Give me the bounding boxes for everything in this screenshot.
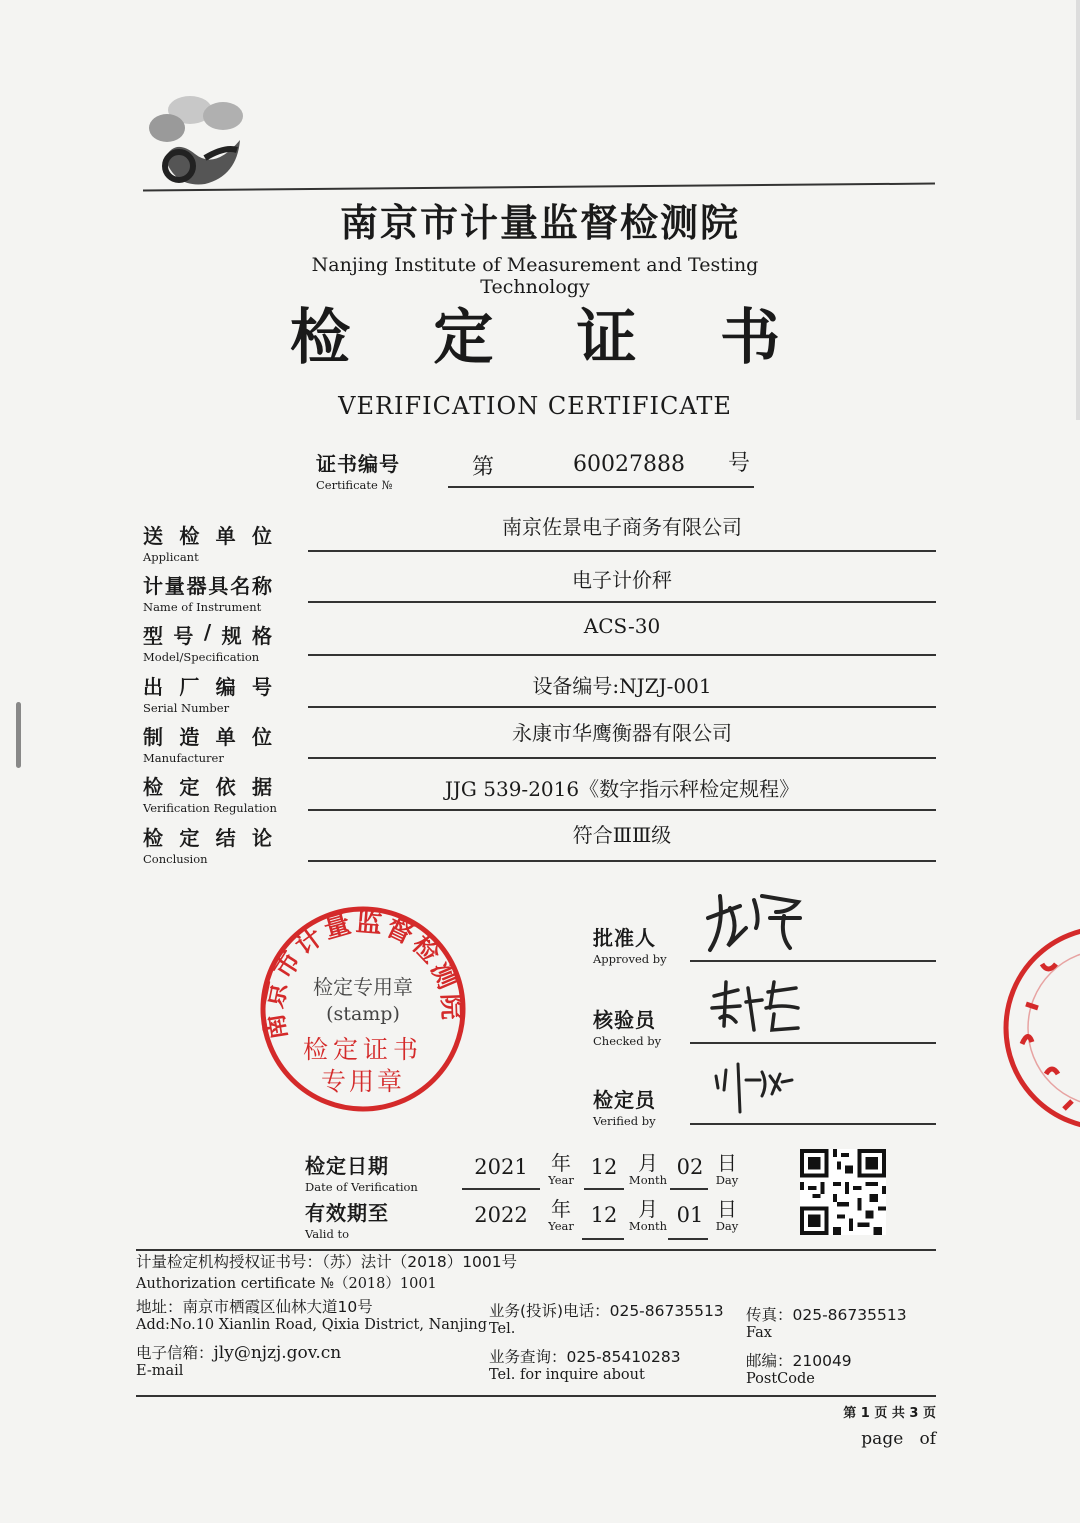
checker-signature xyxy=(708,978,808,1038)
approver-signature xyxy=(700,888,810,958)
footer-address xyxy=(136,1295,487,1333)
field-value-regulation: JJG 539-2016《数字指示秤检定规程》 xyxy=(444,777,800,801)
certificate-number: 60027888 xyxy=(573,452,685,477)
email-label-cn: 电子信箱： xyxy=(136,1344,214,1362)
date-underline xyxy=(670,1188,708,1190)
footer-postcode xyxy=(746,1349,852,1387)
page-indicator xyxy=(843,1402,936,1449)
verification-day: 02 xyxy=(676,1155,704,1179)
unit-cn: 月 xyxy=(638,1151,658,1175)
field-label-manufacturer xyxy=(143,721,303,765)
footer-email xyxy=(136,1341,341,1379)
postcode-cn: 邮编：210049 xyxy=(746,1352,852,1370)
day-unit xyxy=(712,1198,742,1233)
seal-line-2: (stamp) xyxy=(326,1003,400,1025)
date-underline xyxy=(668,1238,708,1240)
label-en: Applicant xyxy=(143,550,199,564)
label-char: 送 xyxy=(143,524,164,548)
page-indicator-cn: 第 1 页 共 3 页 xyxy=(843,1406,936,1421)
date-underline xyxy=(584,1188,624,1190)
valid-year: 2022 xyxy=(474,1203,528,1227)
email-address[interactable]: jly@njzj.gov.cn xyxy=(213,1343,342,1363)
seam-seal-stamp xyxy=(1002,924,1080,1134)
valid-day: 01 xyxy=(676,1203,704,1227)
footer-authorization xyxy=(136,1250,517,1293)
institute-name-en: Nanjing Institute of Measurement and Testing Technology xyxy=(311,254,759,298)
label-char: 编 xyxy=(215,675,237,699)
email-label-en: E-mail xyxy=(136,1363,184,1379)
tel-cn: 业务(投诉)电话：025-86735513 xyxy=(489,1302,724,1320)
label-en: Approved by xyxy=(593,952,667,966)
field-value-serial: 设备编号:NJZJ-001 xyxy=(532,674,712,698)
unit-en: Month xyxy=(628,1219,668,1233)
signature-line xyxy=(690,1123,936,1125)
label-en: Verification Regulation xyxy=(143,801,277,815)
field-underline xyxy=(308,601,936,603)
label-char: 检 xyxy=(143,775,164,799)
label-char: 厂 xyxy=(179,675,201,699)
seal-line-4: 专用章 xyxy=(320,1067,406,1096)
page-indicator-en: page of xyxy=(861,1429,936,1449)
title-char: 定 xyxy=(433,303,494,373)
label-char: 定 xyxy=(179,775,201,799)
inquiry-en: Tel. for inquire about xyxy=(489,1367,645,1383)
qr-code-icon[interactable] xyxy=(800,1148,886,1236)
field-underline xyxy=(308,654,936,656)
field-label-applicant xyxy=(143,520,303,564)
institute-logo-icon xyxy=(145,88,255,188)
label-en: Manufacturer xyxy=(143,751,224,765)
label-en: Serial Number xyxy=(143,701,230,715)
certificate-prefix: 第 xyxy=(472,455,495,480)
field-value-applicant: 南京佐景电子商务有限公司 xyxy=(502,515,742,539)
label-char: 器 xyxy=(186,574,208,598)
authorization-en: Authorization certificate №（2018）1001 xyxy=(136,1276,437,1292)
field-value-model: ACS-30 xyxy=(583,614,661,638)
field-underline xyxy=(308,757,936,759)
label-char: 检 xyxy=(179,524,201,548)
footer-fax xyxy=(746,1303,907,1341)
label-char: 位 xyxy=(251,725,273,749)
binder-mark xyxy=(16,702,21,768)
unit-en: Month xyxy=(628,1173,668,1187)
month-unit xyxy=(628,1198,668,1233)
tel-en: Tel. xyxy=(489,1321,516,1337)
label-char: 定 xyxy=(179,826,201,850)
unit-cn: 年 xyxy=(551,1197,571,1221)
page-edge-shadow xyxy=(1076,0,1080,420)
signature-line xyxy=(690,1042,936,1044)
footer-bottom-rule xyxy=(136,1395,936,1397)
unit-en: Year xyxy=(548,1219,574,1233)
field-underline xyxy=(308,809,936,811)
fax-en: Fax xyxy=(746,1325,772,1341)
label-en: Checked by xyxy=(593,1034,662,1048)
unit-cn: 日 xyxy=(717,1151,737,1175)
footer-inquiry xyxy=(489,1345,681,1383)
institute-name-cn: 南京市计量监督检测院 xyxy=(339,201,740,245)
field-underline xyxy=(308,706,936,708)
address-cn: 地址：南京市栖霞区仙林大道10号 xyxy=(136,1298,373,1316)
verification-date-label xyxy=(305,1150,418,1194)
label-en: Date of Verification xyxy=(305,1180,418,1194)
unit-en: Day xyxy=(715,1219,739,1233)
unit-cn: 年 xyxy=(551,1151,571,1175)
checked-by-label xyxy=(593,1004,661,1048)
title-char: 证 xyxy=(576,303,637,373)
title-char: 书 xyxy=(719,303,780,373)
label-char: 论 xyxy=(251,826,273,850)
label-char: 单 xyxy=(215,725,237,749)
approved-by-label xyxy=(593,922,667,966)
certificate-number-field xyxy=(448,446,754,488)
label-en: Model/Specification xyxy=(143,650,260,664)
footer-tel xyxy=(489,1299,724,1337)
label-en: Name of Instrument xyxy=(143,600,262,614)
label-en: Valid to xyxy=(305,1227,350,1241)
fax-cn: 传真：025-86735513 xyxy=(746,1306,907,1324)
label-cn: 批准人 xyxy=(593,926,656,950)
verification-year: 2021 xyxy=(474,1155,528,1179)
label-char: 称 xyxy=(251,574,273,598)
label-char: / xyxy=(203,620,213,644)
verifier-signature xyxy=(710,1060,800,1116)
field-value-instrument: 电子计价秤 xyxy=(572,568,672,592)
valid-until-label xyxy=(305,1197,389,1241)
label-char: 规 xyxy=(221,624,243,648)
certificate-title-cn xyxy=(290,290,780,376)
certificate-title-en: VERIFICATION CERTIFICATE xyxy=(338,392,732,420)
label-char: 单 xyxy=(215,524,237,548)
field-label-instrument xyxy=(143,570,303,614)
certificate-number-label xyxy=(316,448,400,492)
field-label-regulation xyxy=(143,771,303,815)
unit-cn: 月 xyxy=(638,1197,658,1221)
label-char: 制 xyxy=(143,725,164,749)
field-label-serial xyxy=(143,671,303,715)
official-seal-stamp xyxy=(258,904,468,1114)
label-cn: 证书编号 xyxy=(316,452,400,476)
seal-line-3: 检定证书 xyxy=(302,1035,424,1064)
certificate-suffix: 号 xyxy=(728,451,751,476)
month-unit xyxy=(628,1152,668,1187)
field-underline xyxy=(308,860,936,862)
label-char: 出 xyxy=(143,675,164,699)
unit-en: Year xyxy=(548,1173,574,1187)
date-underline xyxy=(462,1188,540,1190)
unit-cn: 日 xyxy=(717,1197,737,1221)
verified-by-label xyxy=(593,1084,656,1128)
label-char: 结 xyxy=(215,826,237,850)
title-char: 检 xyxy=(290,303,350,373)
year-unit xyxy=(544,1152,578,1187)
field-label-model xyxy=(143,620,303,664)
label-char: 位 xyxy=(251,524,273,548)
label-char: 型 xyxy=(143,624,164,648)
label-char: 造 xyxy=(179,725,201,749)
year-unit xyxy=(544,1198,578,1233)
unit-en: Day xyxy=(715,1173,739,1187)
label-char: 号 xyxy=(173,624,195,648)
label-cn: 检定员 xyxy=(593,1088,656,1112)
address-en: Add:No.10 Xianlin Road, Qixia District, Nanjing xyxy=(136,1317,487,1333)
label-char: 据 xyxy=(251,775,273,799)
label-char: 量 xyxy=(164,574,186,598)
label-char: 具 xyxy=(208,574,230,598)
label-char: 号 xyxy=(251,675,273,699)
day-unit xyxy=(712,1152,742,1187)
label-char: 依 xyxy=(215,775,237,799)
date-underline xyxy=(582,1238,624,1240)
field-label-conclusion xyxy=(143,822,303,866)
inquiry-cn: 业务查询：025-85410283 xyxy=(489,1348,681,1366)
seal-line-1: 检定专用章 xyxy=(313,975,413,999)
field-underline xyxy=(308,550,936,552)
label-cn: 有效期至 xyxy=(305,1201,389,1225)
field-value-manufacturer: 永康市华鹰衡器有限公司 xyxy=(512,721,732,745)
label-en: Verified by xyxy=(593,1114,656,1128)
label-char: 检 xyxy=(143,826,164,850)
field-value-conclusion: 符合ⅢⅢ级 xyxy=(572,823,672,847)
label-char: 格 xyxy=(252,624,273,648)
verification-month: 12 xyxy=(590,1155,618,1179)
signature-line xyxy=(690,960,936,962)
valid-month: 12 xyxy=(590,1203,618,1227)
header-rule xyxy=(143,183,935,192)
label-en: Conclusion xyxy=(143,852,208,866)
label-en: Certificate № xyxy=(316,478,393,492)
label-cn: 核验员 xyxy=(593,1008,656,1032)
label-cn: 检定日期 xyxy=(305,1154,389,1178)
postcode-en: PostCode xyxy=(746,1371,815,1387)
seal-ring-text: 南京市计量监督检测院 xyxy=(259,907,467,1043)
label-char: 计 xyxy=(143,574,164,598)
label-char: 名 xyxy=(230,574,252,598)
authorization-cn: 计量检定机构授权证书号：（苏）法计（2018）1001号 xyxy=(136,1253,518,1271)
